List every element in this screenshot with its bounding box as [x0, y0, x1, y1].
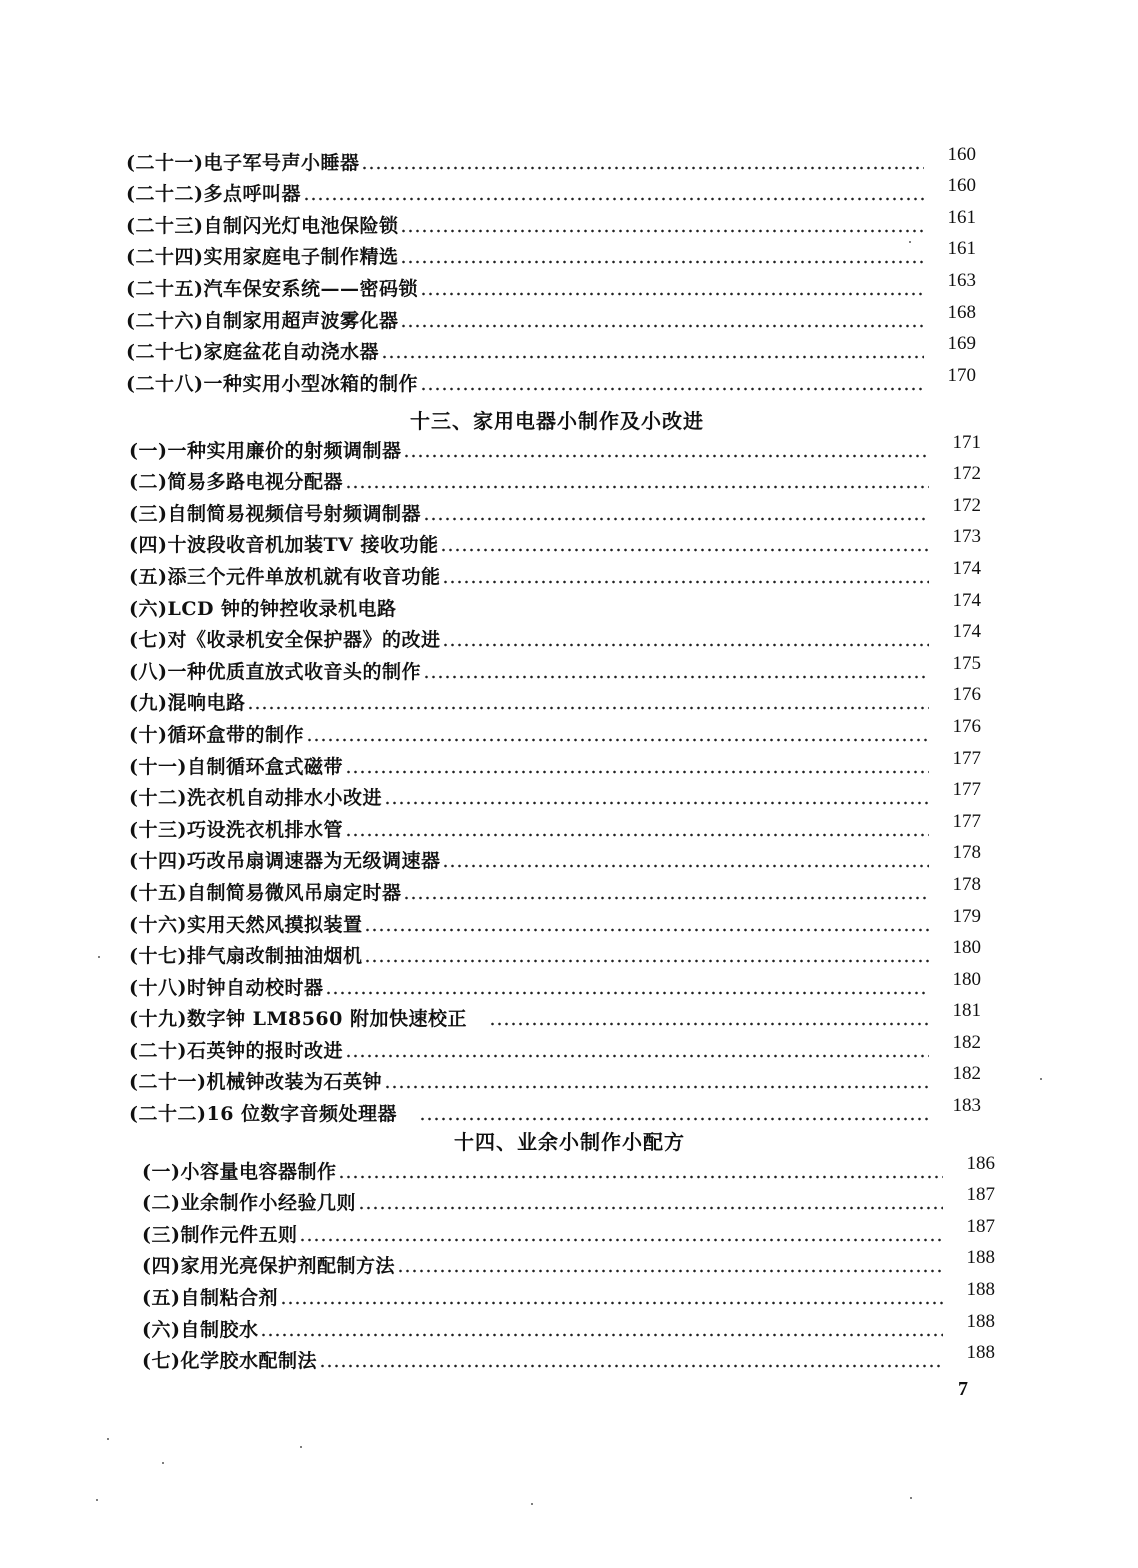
leader-dots: [400, 324, 924, 328]
entry-title: (十七)排气扇改制抽油烟机: [129, 945, 363, 968]
leader-dots: [400, 260, 924, 264]
entry-title: (六)LCD 钟的钟控收录机电路: [129, 597, 397, 620]
entry-title: (一)小容量电容器制作: [142, 1160, 337, 1183]
toc-entry: [142, 1277, 995, 1309]
entry-title: (七)对《收录机安全保护器》的改进: [129, 629, 441, 652]
entry-page: 169: [947, 333, 976, 355]
leader-dots: [338, 1175, 943, 1179]
leader-dots: [423, 675, 929, 679]
toc-entry: [129, 493, 981, 525]
toc-entry: [142, 1309, 995, 1341]
leader-dots: [419, 1117, 929, 1121]
leader-dots: [364, 959, 929, 963]
entry-title: (二十六)自制家用超声波雾化器: [126, 309, 399, 332]
entry-title: (九)混响电路: [129, 692, 246, 715]
toc-entry: [142, 1214, 995, 1246]
scan-speck: [531, 1503, 533, 1505]
page-number: 7: [958, 1378, 968, 1400]
entry-title: (十三)巧设洗衣机排水管: [129, 818, 343, 841]
leader-dots: [361, 166, 924, 170]
scan-speck: [1040, 1078, 1042, 1080]
entry-title: (十九)数字钟 LM8560 附加快速校正: [129, 1008, 467, 1031]
toc-entry: [129, 588, 981, 620]
entry-title: (二十二)多点呼叫器: [126, 183, 301, 206]
leader-dots: [299, 1238, 943, 1242]
scan-speck: [98, 956, 100, 958]
toc-entry: [129, 620, 981, 652]
leader-dots: [381, 355, 924, 359]
entry-title: (二十七)家庭盆花自动浇水器: [126, 341, 379, 364]
toc-entry: [129, 525, 981, 557]
scan-speck: [107, 1438, 109, 1440]
scan-speck: [909, 241, 911, 243]
entry-title: (六)自制胶水: [142, 1318, 259, 1341]
entry-page: 176: [952, 684, 981, 706]
entry-title: (二十三)自制闪光灯电池保险锁: [126, 214, 399, 237]
toc-entry: [129, 999, 981, 1031]
entry-page: 174: [952, 557, 981, 579]
entry-title: (二十四)实用家庭电子制作精选: [126, 246, 399, 269]
toc-entry: [126, 300, 976, 332]
toc-entry: [129, 936, 981, 968]
entry-page: 177: [952, 747, 981, 769]
entry-title: (五)添三个元件单放机就有收音功能: [129, 565, 441, 588]
leader-dots: [364, 928, 929, 932]
entry-title: (四)家用光亮保护剂配制方法: [142, 1255, 395, 1278]
leader-dots: [345, 485, 929, 489]
entry-title: (二十一)机械钟改装为石英钟: [129, 1071, 382, 1094]
entry-page: 178: [952, 842, 981, 864]
entry-page: 174: [952, 589, 981, 611]
scan-speck: [300, 1446, 302, 1448]
entry-title: (五)自制粘合剂: [142, 1286, 278, 1309]
entry-page: 173: [952, 526, 981, 548]
leader-dots: [420, 387, 924, 391]
leader-dots: [345, 1054, 929, 1058]
entry-page: 163: [947, 269, 976, 291]
leader-dots: [384, 1085, 929, 1089]
entry-page: 188: [966, 1342, 995, 1364]
entry-page: 179: [952, 905, 981, 927]
toc-entry: [129, 683, 981, 715]
entry-title: (十二)洗衣机自动排水小改进: [129, 787, 382, 810]
entry-page: 160: [947, 143, 976, 165]
entry-title: (二十二)16 位数字音频处理器: [129, 1103, 398, 1126]
leader-dots: [420, 292, 924, 296]
leader-dots: [399, 612, 929, 616]
leader-dots: [280, 1301, 943, 1305]
toc-entry: [129, 651, 981, 683]
entry-title: (一)一种实用廉价的射频调制器: [129, 439, 402, 462]
entry-page: 186: [966, 1152, 995, 1174]
entry-page: 180: [952, 937, 981, 959]
leader-dots: [319, 1364, 943, 1368]
entry-page: 175: [952, 652, 981, 674]
entry-title: (十五)自制简易微风吊扇定时器: [129, 881, 402, 904]
leader-dots: [306, 738, 929, 742]
toc-entry: [126, 174, 976, 206]
toc-entry: [129, 1062, 981, 1094]
toc-entry: [142, 1341, 995, 1373]
leader-dots: [345, 833, 929, 837]
entry-page: 178: [952, 873, 981, 895]
entry-page: 161: [947, 206, 976, 228]
leader-dots: [345, 770, 929, 774]
leader-dots: [442, 864, 929, 868]
toc-entry: [126, 363, 976, 395]
toc-entry: [129, 841, 981, 873]
leader-dots: [489, 1022, 929, 1026]
leader-dots: [403, 454, 929, 458]
toc-entry: [142, 1246, 995, 1278]
leader-dots: [358, 1206, 943, 1210]
entry-title: (四)十波段收音机加装TV 接收功能: [129, 534, 439, 557]
leader-dots: [303, 197, 924, 201]
toc-entry: [129, 746, 981, 778]
entry-title: (二)简易多路电视分配器: [129, 471, 343, 494]
toc-entry: [126, 142, 976, 174]
toc-block-section-14: [142, 1151, 995, 1372]
entry-title: (二十)石英钟的报时改进: [129, 1039, 343, 1062]
toc-entry: [129, 1030, 981, 1062]
leader-dots: [442, 580, 929, 584]
entry-title: (三)自制简易视频信号射频调制器: [129, 502, 421, 525]
entry-page: 161: [947, 238, 976, 260]
entry-page: 170: [947, 364, 976, 386]
leader-dots: [423, 517, 929, 521]
toc-entry: [126, 268, 976, 300]
entry-title: (十)循环盒带的制作: [129, 723, 304, 746]
entry-title: (二)业余制作小经验几则: [142, 1192, 356, 1215]
section-heading: 十四、业余小制作小配方: [454, 1130, 685, 1154]
leader-dots: [247, 706, 929, 710]
toc-entry: [129, 967, 981, 999]
leader-dots: [397, 1269, 943, 1273]
entry-page: 187: [966, 1184, 995, 1206]
toc-entry: [129, 1093, 981, 1125]
scan-speck: [96, 1499, 98, 1501]
section-heading: 十三、家用电器小制作及小改进: [410, 409, 704, 433]
leader-dots: [325, 991, 929, 995]
toc-entry: [126, 205, 976, 237]
leader-dots: [384, 801, 929, 805]
entry-page: 174: [952, 621, 981, 643]
leader-dots: [442, 643, 929, 647]
entry-title: (八)一种优质直放式收音头的制作: [129, 660, 421, 683]
entry-page: 172: [952, 463, 981, 485]
entry-page: 187: [966, 1215, 995, 1237]
entry-title: (七)化学胶水配制法: [142, 1350, 317, 1373]
toc-block-section-13: [129, 430, 981, 1125]
entry-page: 172: [952, 494, 981, 516]
toc-entry: [129, 430, 981, 462]
toc-entry: [129, 904, 981, 936]
entry-title: (二十五)汽车保安系统——密码锁: [126, 277, 418, 300]
toc-entry: [142, 1183, 995, 1215]
entry-page: 177: [952, 779, 981, 801]
entry-page: 176: [952, 715, 981, 737]
leader-dots: [440, 548, 929, 552]
toc-entry: [129, 714, 981, 746]
toc-entry: [126, 332, 976, 364]
scan-speck: [162, 1462, 164, 1464]
entry-title: (十八)时钟自动校时器: [129, 976, 324, 999]
entry-title: (二十一)电子军号声小睡器: [126, 151, 360, 174]
entry-page: 188: [966, 1310, 995, 1332]
entry-title: (十四)巧改吊扇调速器为无级调速器: [129, 850, 441, 873]
leader-dots: [260, 1333, 943, 1337]
leader-dots: [400, 229, 924, 233]
toc-entry: [129, 556, 981, 588]
entry-page: 181: [952, 1000, 981, 1022]
toc-block-continued: [126, 142, 976, 395]
toc-entry: [129, 462, 981, 494]
entry-page: 188: [966, 1278, 995, 1300]
entry-page: 168: [947, 301, 976, 323]
toc-entry: [142, 1151, 995, 1183]
toc-entry: [129, 809, 981, 841]
entry-page: 182: [952, 1063, 981, 1085]
entry-page: 180: [952, 968, 981, 990]
entry-title: (十一)自制循环盒式磁带: [129, 755, 343, 778]
toc-entry: [129, 872, 981, 904]
toc-entry: [129, 778, 981, 810]
entry-page: 171: [952, 431, 981, 453]
toc-entry: [126, 237, 976, 269]
entry-page: 183: [952, 1095, 981, 1117]
entry-page: 177: [952, 810, 981, 832]
entry-title: (三)制作元件五则: [142, 1223, 298, 1246]
entry-page: 188: [966, 1247, 995, 1269]
entry-page: 160: [947, 175, 976, 197]
entry-title: (二十八)一种实用小型冰箱的制作: [126, 372, 418, 395]
entry-title: (十六)实用天然风摸拟装置: [129, 913, 363, 936]
scan-speck: [910, 1497, 912, 1499]
leader-dots: [403, 896, 929, 900]
entry-page: 182: [952, 1031, 981, 1053]
